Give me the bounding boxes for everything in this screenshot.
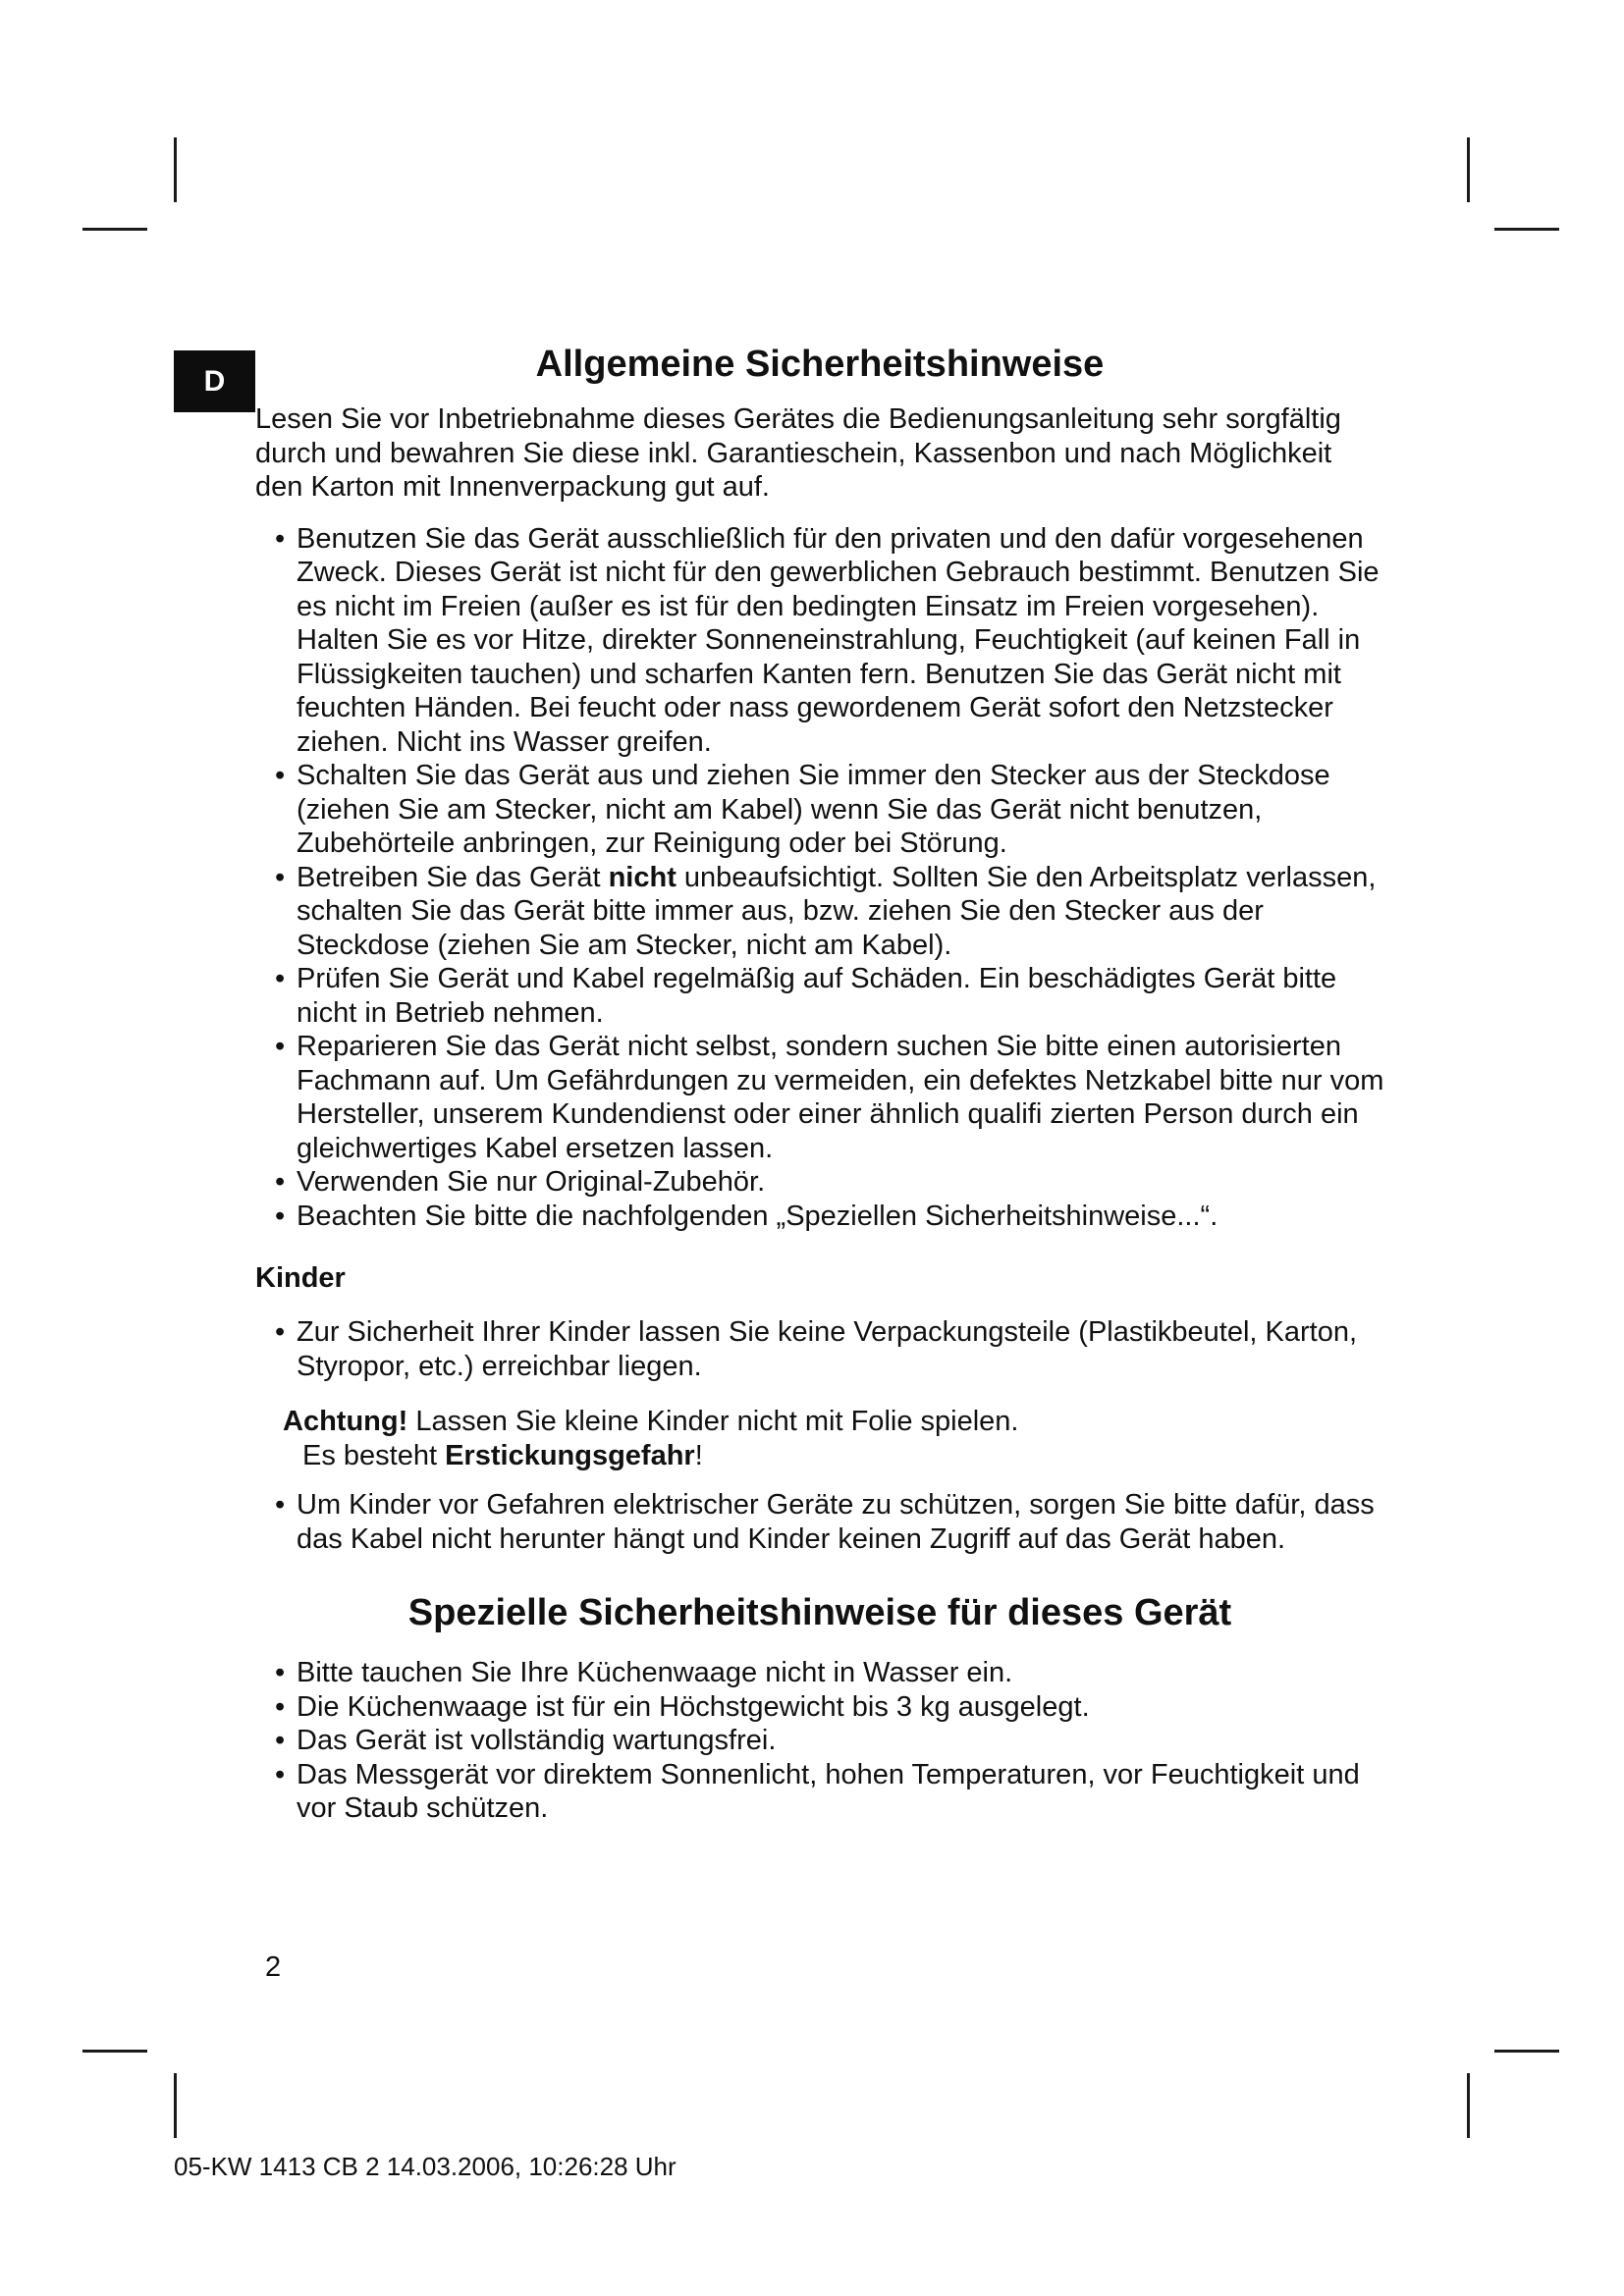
list-item: • Betreiben Sie das Gerät nicht unbeaufsichtigt. Sollten Sie den Arbeitsplatz verlassen, schalten Sie das Gerät bitte immer aus, bzw. ziehen Sie den Stecker aus der Steckdose (ziehen Sie am Stecker, nicht am Kabel). bbox=[275, 861, 1377, 961]
crop-mark bbox=[174, 137, 177, 202]
list-item: • Das Gerät ist vollständig wartungsfrei. bbox=[275, 1725, 777, 1756]
crop-mark bbox=[1494, 2050, 1559, 2053]
warning-line: Achtung! Lassen Sie kleine Kinder nicht mit Folie spielen. bbox=[283, 1406, 1019, 1437]
warning-box bbox=[283, 1405, 1384, 1472]
list-item: • Bitte tauchen Sie Ihre Küchenwaage nicht in Wasser ein. bbox=[275, 1657, 1013, 1688]
crop-mark bbox=[82, 228, 147, 231]
list-item: • Benutzen Sie das Gerät ausschließlich für den privaten und den dafür vorgesehenen Zweck. Dieses Gerät ist nicht für den gewerblichen Gebrauch bestimmt. Benutzen Sie es nicht im Freien (außer es ist für den bedingten Einsatz im Freien vorgesehen). Halten Sie es vor Hitze, direkter Sonneneinstrahlung, Feuchtigkeit (auf keinen Fall in Flüssigkeiten tauchen) und scharfen Kanten fern. Benutzen Sie das Gerät nicht mit feuchten Händen. Bei feucht oder nass gewordenem Gerät sofort den Netzstecker ziehen. Nicht ins Wasser greifen. bbox=[275, 522, 1380, 758]
language-tab bbox=[174, 350, 255, 412]
general-safety-list bbox=[255, 522, 1384, 1234]
crop-mark bbox=[1467, 2073, 1470, 2138]
list-item: • Zur Sicherheit Ihrer Kinder lassen Sie keine Verpackungsteile (Plastikbeutel, Karton, Styropor, etc.) erreichbar liegen. bbox=[275, 1316, 1358, 1382]
list-item: • Das Messgerät vor direktem Sonnenlicht, hohen Temperaturen, vor Feuchtigkeit und vor Staub schützen. bbox=[275, 1758, 1360, 1824]
crop-mark bbox=[82, 2050, 147, 2053]
kinder-list bbox=[255, 1488, 1384, 1556]
crop-mark bbox=[1467, 137, 1470, 202]
warning-line: Es besteht Erstickungsgefahr! bbox=[302, 1439, 703, 1471]
list-item: • Schalten Sie das Gerät aus und ziehen Sie immer den Stecker aus der Steckdose (ziehen Sie am Stecker, nicht am Kabel) wenn Sie das Gerät nicht benutzen, Zubehörteile anbringen, zur Reinigung oder bei Störung. bbox=[275, 760, 1330, 859]
list-item: • Um Kinder vor Gefahren elektrischer Geräte zu schützen, sorgen Sie bitte dafür, dass das Kabel nicht herunter hängt und Kinder keinen Zugriff auf das Gerät haben. bbox=[275, 1489, 1375, 1555]
special-safety-list bbox=[255, 1656, 1384, 1826]
print-footer: 05-KW 1413 CB 2 14.03.2006, 10:26:28 Uhr bbox=[174, 2152, 677, 2181]
kinder-list bbox=[255, 1315, 1384, 1383]
list-item: • Verwenden Sie nur Original-Zubehör. bbox=[275, 1166, 766, 1198]
kinder-heading: Kinder bbox=[255, 1262, 346, 1294]
list-item: • Beachten Sie bitte die nachfolgenden „Speziellen Sicherheitshinweise...“. bbox=[275, 1200, 1218, 1232]
page-number: 2 bbox=[265, 1951, 282, 1983]
crop-mark bbox=[174, 2073, 177, 2138]
list-item: • Prüfen Sie Gerät und Kabel regelmäßig auf Schäden. Ein beschädigtes Gerät bitte nicht in Betrieb nehmen. bbox=[275, 963, 1337, 1029]
list-item: • Reparieren Sie das Gerät nicht selbst, sondern suchen Sie bitte einen autorisierten Fachmann auf. Um Gefährdungen zu vermeiden, ein defektes Netzkabel bitte nur vom Hersteller, unserem Kundendienst oder einer ähnlich qualifi zierten Person durch ein gleichwertiges Kabel ersetzen lassen. bbox=[275, 1031, 1384, 1164]
language-tab-label: D bbox=[203, 364, 226, 398]
section-title-general: Allgemeine Sicherheitshinweise bbox=[535, 344, 1105, 385]
list-item: • Die Küchenwaage ist für ein Höchstgewicht bis 3 kg ausgelegt. bbox=[275, 1690, 1090, 1723]
section-title-special: Spezielle Sicherheitshinweise für dieses Gerät bbox=[407, 1592, 1232, 1633]
intro-paragraph: Lesen Sie vor Inbetriebnahme dieses Gerätes die Bedienungsanleitung sehr sorgfältig durch und bewahren Sie diese inkl. Garantieschein, Kassenbon und nach Möglichkeit den Karton mit Innenverpackung gut auf. bbox=[255, 403, 1341, 503]
crop-mark bbox=[1494, 228, 1559, 231]
page-content bbox=[255, 334, 1384, 1826]
